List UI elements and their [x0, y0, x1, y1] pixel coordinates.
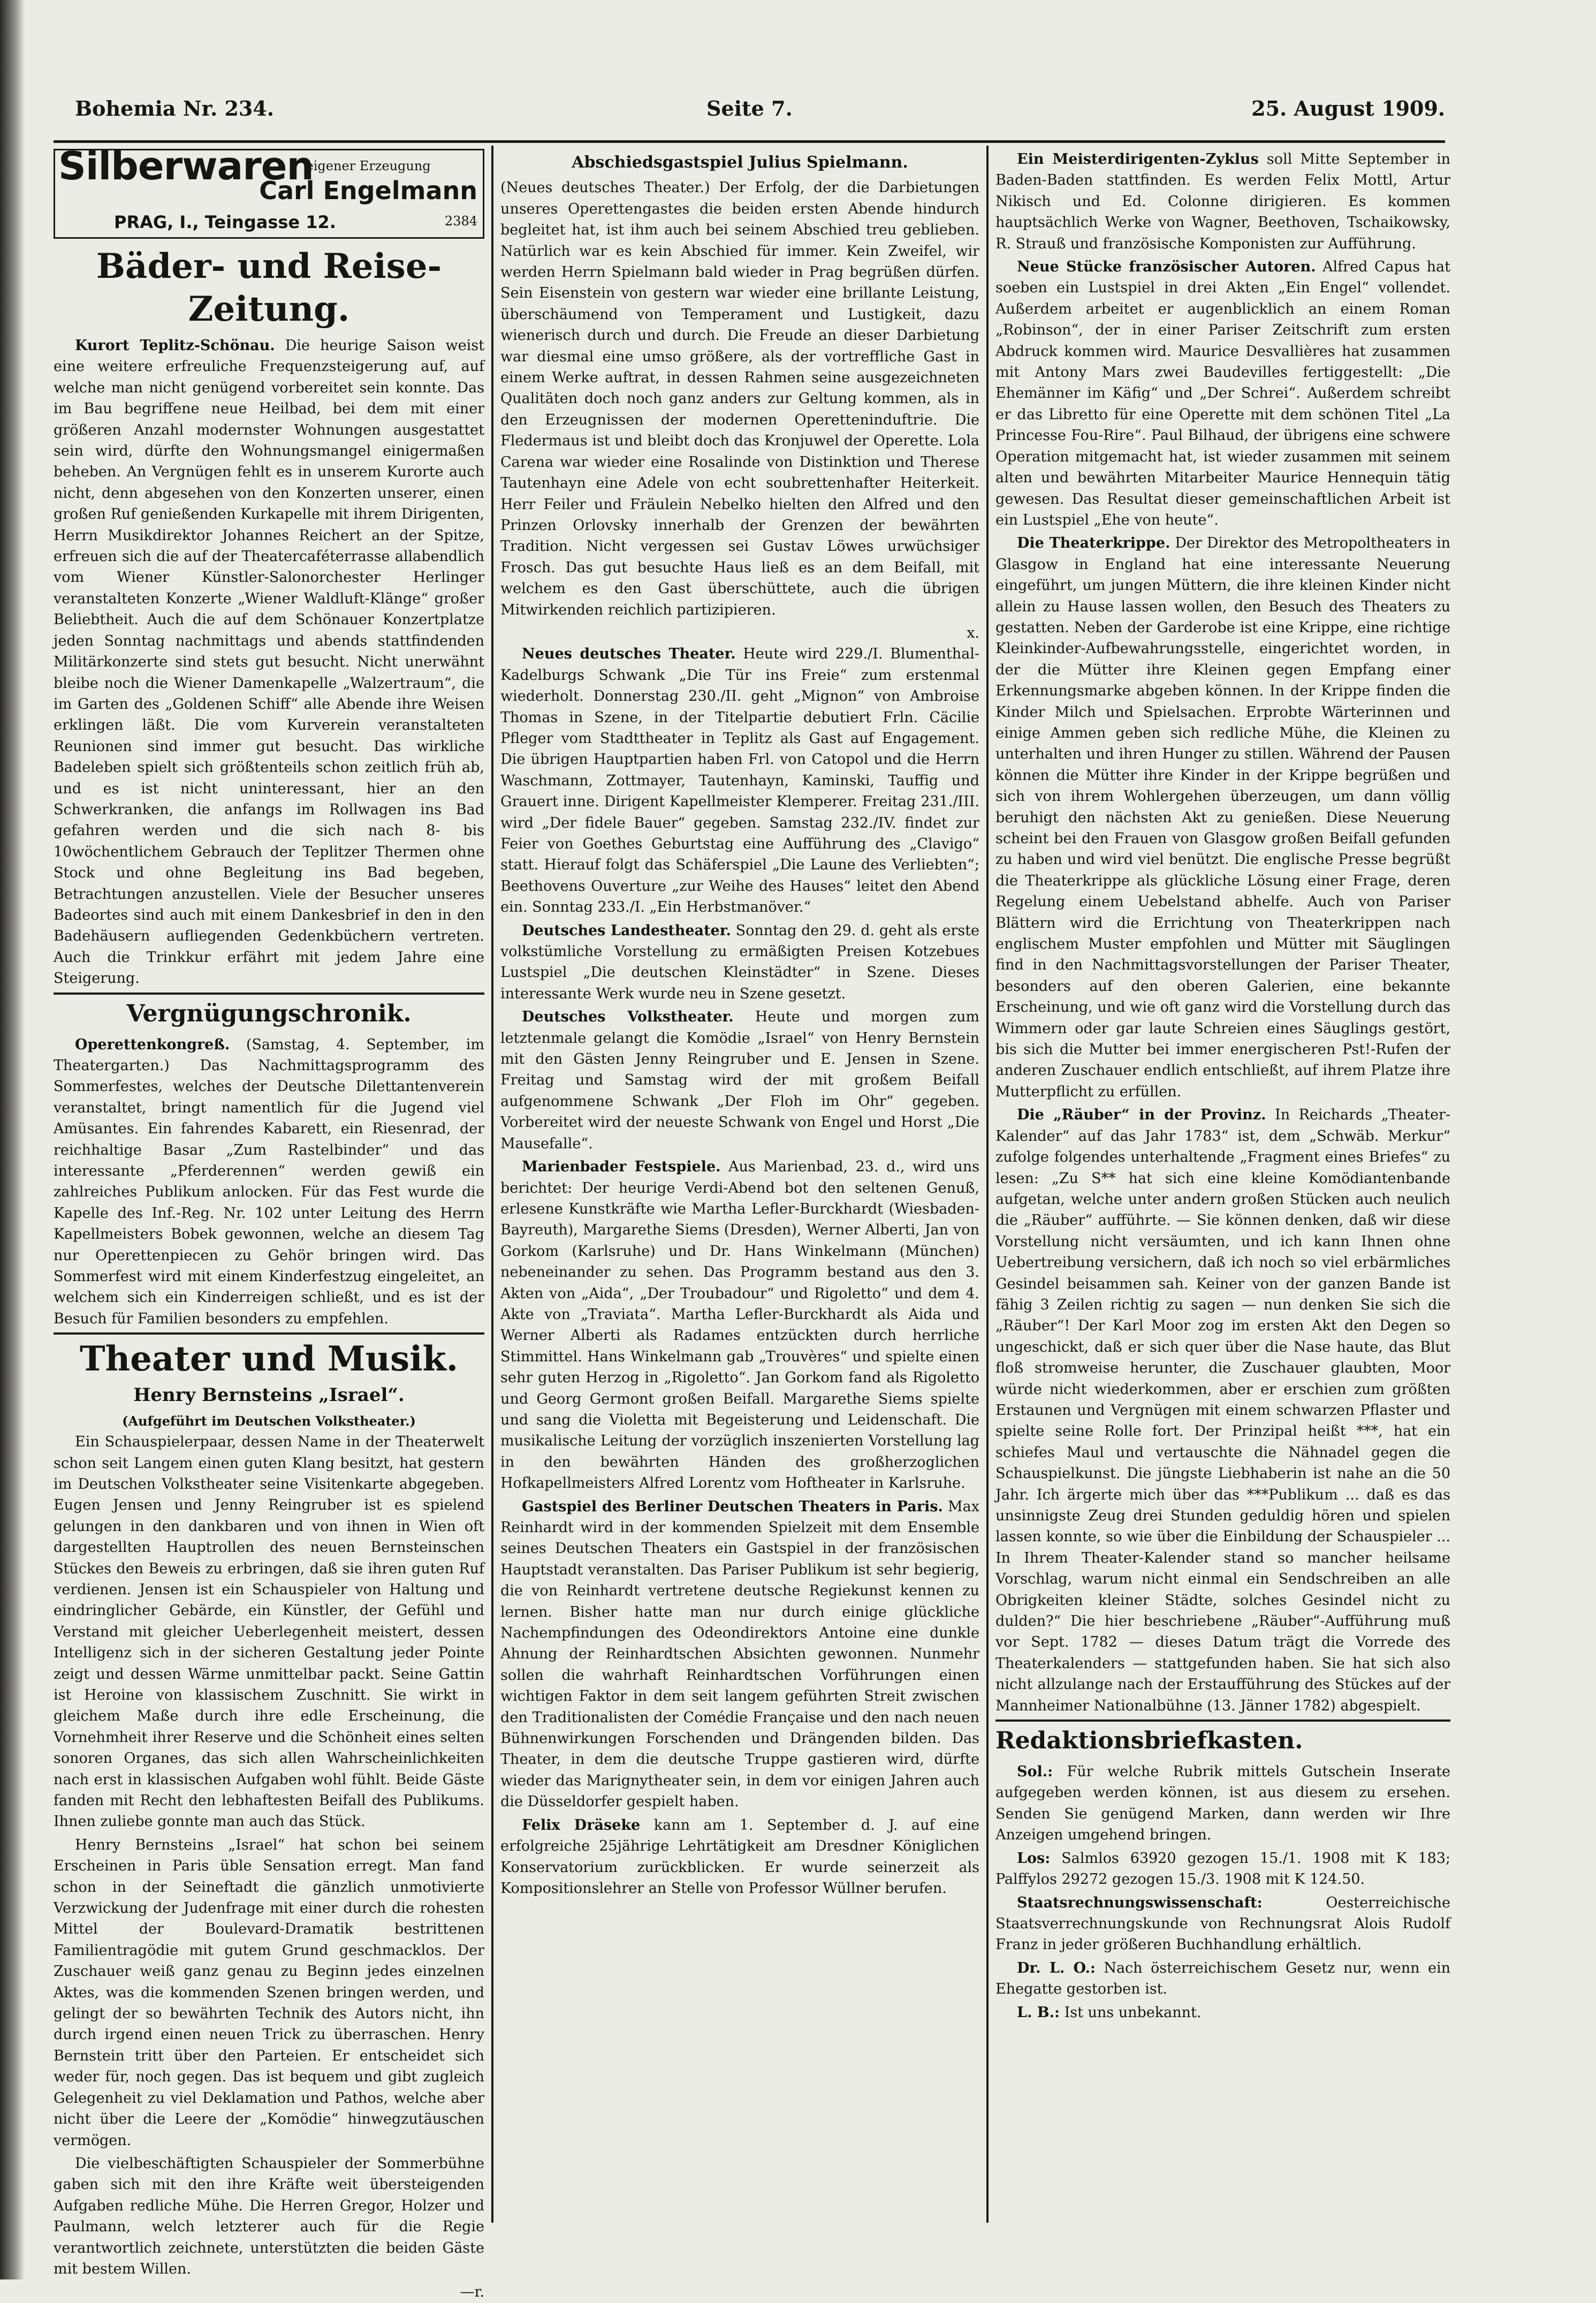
- column-rule-1: [491, 146, 493, 2223]
- article-draeseke-text: kann am 1. September d. J. auf eine erfolgreiche 25jährige Lehrtätigkeit am Dresdner Königlichen Konservatorium zurückblicken. Er wurde seinerzeit als Kompositionslehrer an Stelle von Professor Wüllner berufen.: [500, 1816, 979, 1897]
- article-landes-lead: Deutsches Landestheater.: [522, 922, 731, 939]
- brief-entry: [995, 1892, 1450, 1956]
- brief-entry-lead: Los:: [1017, 1850, 1051, 1867]
- issue-date: 25. August 1909.: [1251, 96, 1445, 120]
- article-krippe-text: Der Direktor des Metropoltheaters in Glasgow in England hat eine interessante Neuerung eingeführt, um jungen Müttern, die ihre kleinen Kinder nicht allein zu Hause lassen wollen, den Besuch des Theaters zu gestatten. Neben der Garderobe ist eine Krippe, eine richtige Kleinkinder-Aufbewahrungsstelle, eingerichtet worden, in der die Mütter ihre Kleinen gegen Empfang einer Erkennungsmarke abgeben können. In der Krippe finden die Kinder Milch und Spielsachen. Erprobte Wärterinnen und einige Ammen geben sich redliche Mühe, die Kleinen zu unterhalten und ihren Hunger zu stillen. Während der Pausen können die Mütter ihre Kinder in der Krippe begrüßen und sich von ihrem Wohlergehen überzeugen, um dann völlig beruhigt den nächsten Akt zu genießen. Diese Neuerung scheint bei den Frauen von Glasgow großen Beifall gefunden zu haben und wird viel benützt. Die englische Presse begrüßt die Theaterkrippe als glückliche Lösung einer Frage, deren Regelung einem Uebelstand abhelfe. Auch von Pariser Blättern wird die Errichtung von Theaterkrippen nach englischem Muster empfohlen und Mütter mit Säuglingen find in den Nachmittagsvorstellungen der Pariser Theater, besonders auf den oberen Galerien, eine bekannte Erscheinung, und wie oft ganz wird die Vorstellung durch das Wimmern oder gar laute Schreien eines Säuglings gestört, bis sich die Mutter bei immer energischeren Pst!-Rufen der anderen Zuschauer endlich entschließt, auf ihrem Platze ihre Mutterpflicht zu erfüllen.: [995, 535, 1451, 1100]
- article-neue-stuecke: [995, 256, 1450, 531]
- brief-entry-text: Nach österreichischem Gesetz nur, wenn ein Ehegatte gestorben ist.: [995, 1959, 1450, 1998]
- column-3: [995, 149, 1450, 2221]
- ad-maker: [259, 156, 477, 204]
- brief-entry: [995, 1848, 1450, 1890]
- article-landes-text: Sonntag den 29. d. geht als erste volkstümliche Vorstellung zu ermäßigten Preisen Kotzebues Lustspiel „Die deutschen Kleinstädter“ in Szene. Dieses interessante Werk wurde neu in Szene gesetzt.: [500, 922, 980, 1002]
- article-israel-paragraph: Henry Bernsteins „Israel“ hat schon bei seinem Erscheinen in Paris üble Sensation erregt. Man fand schon in der Seineftadt die gänzlich unmotivierte Verzwickung der Judenfrage mit einer durch die rohesten Mittel der Boulevard-Dramatik bestrittenen Familientragödie mit gutem Grund geschmacklos. Der Zuschauer weiß ganz genau zu Beginn jedes einzelnen Aktes, was die kommenden Szenen bringen werden, und gelingt der so bewährten Technik des Autors nicht, ihn durch irgend einen neuen Trick zu überraschen. Henry Bernstein tritt über den Parteien. Er entscheidet sich weder für, noch gegen. Das ist bequem und gibt zugleich Gelegenheit zu viel Deklamation und Pathos, welche aber nicht über die Leere der „Komödie“ hinwegzutäuschen vermögen.: [54, 1836, 484, 2149]
- article-raeuber-lead: Die „Räuber“ in der Provinz.: [1017, 1107, 1266, 1124]
- section-title-vergnuegung: Vergnügungschronik.: [126, 999, 412, 1027]
- column-1: [54, 143, 484, 2301]
- article-operetten: [54, 1034, 484, 1330]
- issue-number: Bohemia Nr. 234.: [75, 96, 275, 120]
- article-israel-paragraph: Ein Schauspielerpaar, dessen Name in der Theaterwelt schon seit Langem einen guten Klang besitzt, hat gestern im Deutschen Volkstheater seine Visitenkarte abgegeben. Eugen Jensen und Jenny Reingruber ist es spielend gelungen in den dankbaren und von ihnen in Wien oft dargestellten Hauptrollen des neuen Bernsteinschen Stückes den Beweis zu erbringen, daß sie ihren guten Ruf verdienen. Jensen ist ein Schauspieler von Haltung und eindringlicher Gebärde, ein Künstler, der Gefühl und Verstand mit gleicher Ueberlegenheit meistert, dessen Intelligenz sich in der sicheren Gestaltung jeder Pointe zeigt und dessen Wärme unmittelbar packt. Seine Gattin ist Heroine von klassischem Zuschnitt. Sie wirkt in gleichem Maße durch ihre edle Erscheinung, die Vornehmheit ihrer Reserve und die Schönheit eines selten sonoren Organes, das sich allen Wahrscheinlichkeiten nach erst in klassischen Aufgaben wohl fühlt. Beide Gäste fanden mit Recht den lebhaftesten Beifall des Publikums. Ihnen zuliebe gonnte man auch das Stück.: [54, 1434, 484, 1830]
- article-israel-title: Henry Bernsteins „Israel“.: [133, 1384, 405, 1406]
- brief-entry-text: Salmlos 63920 gezogen 15./1. 1908 mit K 183; Palffylos 29272 gezogen 15./3. 1908 mit K 124.50.: [995, 1850, 1450, 1888]
- article-theaterkrippe: [995, 533, 1450, 1102]
- article-marien-lead: Marienbader Festspiele.: [522, 1158, 721, 1176]
- article-zyklus: [995, 149, 1450, 254]
- section-title-baeder: Bäder- und Reise-Zeitung.: [96, 246, 442, 329]
- article-kurort-lead: Kurort Teplitz-Schönau.: [75, 337, 275, 354]
- article-spielmann-title: Abschiedsgastspiel Julius Spielmann.: [572, 153, 908, 172]
- brief-entry: [995, 1958, 1450, 2000]
- brief-entry-text: Ist uns unbekannt.: [1064, 2004, 1202, 2021]
- brief-entry-lead: L. B.:: [1017, 2004, 1060, 2021]
- brief-entry-lead: Dr. L. O.:: [1017, 1959, 1096, 1976]
- section-divider: [995, 1719, 1450, 1722]
- article-volks-text: Heute und morgen zum letztenmale gelangt die Komödie „Israel“ von Henry Bernstein mit den Gästen Jenny Reingruber und E. Jensen in Szene. Freitag und Samstag wird der mit großem Beifall aufgenommene Schwank „Der Floh im Ohr“ gegeben. Vorbereitet wird der neueste Schwank von Engel und Horst „Die Mausefalle“.: [500, 1009, 979, 1152]
- article-gastspiel-paris: [500, 1496, 979, 1813]
- brief-entry-text: Oesterreichische Staatsverrechnungskunde von Rechnungsrat Alois Rudolf Franz in jeder größeren Buchhandlung erhältlich.: [995, 1894, 1450, 1953]
- article-marien-text: Aus Marienbad, 23. d., wird uns berichtet: Der heurige Verdi-Abend bot den seltenen Genuß, erlesene Kunstkräfte wie Martha Lefler-Burckhardt (Wiesbaden-Bayreuth), Margarethe Siems (Dresden), Werner Alberti, Jan von Gorkom (Karlsruhe) und Dr. Hans Winkelmann (München) nebeneinander zu sehen. Das Programm bestand aus den 3. Akten von „Aida“, „Der Troubadour“ und Rigoletto“ und dem 4. Akte von „Traviata“. Martha Lefler-Burckhardt als Aida und Werner Alberti als Radames entzückten durch herrliche Stimmittel. Hans Winkelmann gab „Trouvères“ und spielte einen sehr guten Herzog in „Rigoletto“. Jan Gorkom fand als Rigoletto und Georg Germont großen Beifall. Margarethe Siems spielte und sang die Violetta mit Begeisterung und Leidenschaft. Die musikalische Leitung der vorzüglich inszenierten Vorstellung lag in den bewährten Händen des großherzoglichen Hofkapellmeisters Alfred Lorentz vom Hoftheater in Karlsruhe.: [500, 1158, 980, 1492]
- article-zyklus-lead: Ein Meisterdirigenten-Zyklus: [1017, 151, 1259, 168]
- article-israel-signature: —r.: [460, 2284, 484, 2301]
- article-volkstheater: [500, 1006, 979, 1154]
- brief-entry-text: Für welche Rubrik mittels Gutschein Inserate aufgegeben werden können, ist aus diesem zu ersehen. Senden Sie genügend Marken, dann werden wir Ihre Anzeigen umgehend bringen.: [995, 1763, 1450, 1844]
- page-header: [75, 96, 1445, 139]
- article-operetten-lead: Operettenkongreß.: [75, 1036, 230, 1053]
- brief-entry-lead: Sol.:: [1017, 1763, 1053, 1781]
- article-zyklus-text: soll Mitte September in Baden-Baden stattfinden. Es werden Felix Mottl, Artur Nikisch und Ed. Colonne dirigieren. Es kommen hauptsächlich Werke von Wagner, Beethoven, Tschaikowsky, R. Strauß und französische Komponisten zur Aufführung.: [995, 151, 1450, 252]
- article-kurort-text: Die heurige Saison weist eine weitere erfreuliche Frequenzsteigerung auf, auf welche man nicht genügend vorbereitet sein konnte. Das im Bau begriffene neue Heilbad, bei dem mit einer größeren Anzahl modernster Wohnungen ausgestattet sein wird, dürfte den Wohnungsmangel einigermaßen beheben. An Vergnügen fehlt es in unserem Kurorte auch nicht, denn abgesehen von den Konzerten unserer, einen großen Ruf genießenden Kurkapelle mit ihrem Dirigenten, Herrn Musikdirektor Johannes Reichert an der Spitze, erfreuen sich die auf der Theatercaféterrasse allabendlich vom Wiener Künstler-Salonorchester Herlinger veranstalteten Konzerte „Wiener Waldluft-Klänge“ großer Beliebtheit. Auch die auf dem Schönauer Konzertplatze jeden Sonntag nachmittags und abends stattfindenden Militärkonzerte sind stets gut besucht. Nicht unerwähnt bleibe noch die Wiener Damenkapelle „Walzertraum“, die im Garten des „Goldenen Schiff“ alle Abende ihre Weisen erklingen läßt. Die vom Kurverein veranstalteten Reunionen sind immer gut besucht. Das wirkliche Badeleben spielt sich größtenteils schon zeitlich früh ab, und es ist nicht uninteressant, hier an den Schwerkranken, die anfangs im Rollwagen ins Bad gefahren werden und die sich nach 8- bis 10wöchentlichem Gebrauch der Teplitzer Thermen ohne Stock und ohne Begleitung ins Bad begeben, Betrachtungen anzustellen. Viele der Besucher unseres Badeortes sind auch mit einem Dankesbrief in den in den Badehäusern aufliegenden Gedenkbüchern vertreten. Auch die Trinkkur erfährt mit jedem Jahre eine Steigerung.: [54, 337, 484, 987]
- article-spielmann-text: (Neues deutsches Theater.) Der Erfolg, der die Darbietungen unseres Operettengastes die beiden ersten Abende hindurch begleitet hat, ist ihm auch bei seinem Abschied treu geblieben. Natürlich war es kein Abschied für immer. Kein Zweifel, wir werden Herrn Spielmann bald wieder in Prag begrüßen dürfen. Sein Eisenstein von gestern war wieder eine brillante Leistung, überschäumend von Temperament und Lustigkeit, dazu wienerisch durch und durch. Die Freude an dieser Darbietung war diesmal eine umso größere, als der vortreffliche Gast in einem Werke auftrat, in dessen Rahmen seine ausgezeichneten Qualitäten doch noch ganz anders zur Geltung kommen, als in den Erzeugnissen der modernen Operetteninduftrie. Die Fledermaus ist und bleibt doch das Kronjuwel der Operette. Lola Carena war wieder eine Rosalinde von Distinktion und Therese Tautenhayn eine Adele von echt soubrettenhafter Heiterkeit. Herr Feiler und Fräulein Nebelko hielten den Alfred und den Prinzen Orlovsky innerhalb der Grenzen der bewährten Tradition. Nicht vergessen sei Gustav Löwes urwüchsiger Frosch. Das gut besuchte Haus ließ es an dem Beifall, mit welchem es den Gast überschüttete, auch die übrigen Mitwirkenden reichlich partizipieren.: [500, 179, 979, 618]
- brief-entry: [995, 1761, 1450, 1846]
- ad-maker-name: Carl Engelmann: [259, 176, 477, 206]
- silberwaren-advertisement: [54, 143, 484, 239]
- article-israel-paragraph: Die vielbeschäftigten Schauspieler der Sommerbühne gaben sich mit den ihre Kräfte weit übersteigenden Aufgaben redliche Mühe. Die Herren Gregor, Holzer und Paulmann, welch letzterer auch für die Regie verantwortlich zeichnete, unterstützten die beiden Gäste mit bestem Willen.: [54, 2155, 484, 2277]
- article-volks-lead: Deutsches Volkstheater.: [522, 1009, 734, 1026]
- section-divider: [54, 1332, 484, 1335]
- article-spielmann-signature: x.: [967, 624, 979, 641]
- article-marienbad: [500, 1156, 979, 1494]
- article-landestheater: [500, 920, 979, 1005]
- ad-number: 2384: [444, 213, 477, 229]
- header-rule: [54, 140, 1445, 143]
- section-divider: [54, 993, 484, 995]
- article-raeuber-text: In Reichards „Theater-Kalender“ auf das Jahr 1783“ ist, dem „Schwäb. Merkur“ zufolge folgendes unterhaltende „Fragment eines Briefes“ zu lesen: „Zu S** hat sich eine kleine Komödiantenbande aufgetan, welche unter andern großen Stücken auch neulich die „Räuber“ aufführte. — Sie können denken, daß wir diese Vorstellung nicht versäumten, und ich kann Ihnen ohne Uebertreibung versichern, daß ich noch so viel erbärmliches Gesindel beisammen sah. Keiner von der ganzen Bande ist fähig 3 Zeilen richtig zu sagen — nun denken Sie sich die „Räuber“! Der Karl Moor zog im ersten Akt den Degen so ungeschickt, daß er sich quer über die Nase haute, das Blut floß stromweise herunter, die Zuschauer glaubten, Moor würde nicht wiederkommen, aber er erschien zum größten Erstaunen und Vergnügen mit einem schwarzen Pflaster und spielte seine Rolle fort. Der Prinzipal heißt ***, hat ein schiefes Maul und vertauschte die Nähnadel gegen die Schauspielkunst. Die jüngste Liebhaberin ist nahe an die 50 Jahr. Ich ärgerte mich über das ***Publikum ... daß es das unsinnigste Zeug drei Stunden geduldig hören und spielen lassen konnte, so wie über die Einbildung der Schauspieler ... In Ihrem Theater-Kalender stand so mancher heilsame Vorschlag, warum nicht einmal ein Sendschreiben an alle Obrigkeiten kleiner Städte, solches Gesindel nicht zu dulden?“ Die hier beschriebene „Räuber“-Aufführung muß vor Sept. 1782 — dieses Datum trägt die Vorrede des Theaterkalenders — stattgefunden haben. Sie hat sich also nicht allzulange nach der Erstaufführung des Stückes auf der Mannheimer Nationalbühne (13. Jänner 1782) abgespielt.: [995, 1107, 1450, 1714]
- article-neues-text: Heute wird 229./I. Blumenthal-Kadelburgs Schwank „Die Tür ins Freie“ zum erstenmal wiederholt. Donnerstag 230./II. geht „Mignon“ von Ambroise Thomas in Szene, in der Titelpartie debutiert Frln. Cäcilie Pfleger vom Stadttheater in Teplitz als Gast auf Engagement. Die übrigen Hauptpartien haben Frl. von Catopol und die Herrn Waschmann, Zottmayer, Tautenhayn, Kaminski, Tauffig und Grauert inne. Dirigent Kapellmeister Klemperer. Freitag 231./III. wird „Der fidele Bauer“ gegeben. Samstag 232./IV. findet zur Feier von Goethes Geburtstag eine Aufführung des „Clavigo“ statt. Hierauf folgt das Schäferspiel „Die Laune des Verliebten“; Beethovens Ouverture „zur Weihe des Hauses“ leitet den Abend ein. Sonntag 233./I. „Ein Herbstmanöver.“: [500, 646, 979, 916]
- article-draeseke: [500, 1815, 979, 1899]
- column-2: [500, 149, 979, 2221]
- brief-entry-lead: Staatsrechnungswissenschaft:: [1017, 1894, 1263, 1911]
- ad-brand: Silberwaren: [58, 143, 314, 188]
- article-krippe-lead: Die Theaterkrippe.: [1017, 535, 1171, 552]
- section-title-briefkasten: Redaktionsbriefkasten.: [995, 1727, 1303, 1755]
- article-raeuber: [995, 1104, 1450, 1716]
- article-draeseke-lead: Felix Dräseke: [522, 1816, 641, 1834]
- section-title-theater: Theater und Musik.: [79, 1339, 459, 1380]
- ad-address: PRAG, I., Teingasse 12.: [114, 211, 336, 232]
- article-gast-lead: Gastspiel des Berliner Deutschen Theaters in Paris.: [522, 1498, 943, 1515]
- article-kurort: [54, 335, 484, 989]
- article-gast-text: Max Reinhardt wird in der kommenden Spielzeit mit dem Ensemble seines Deutschen Theaters ein Gastspiel in der französischen Hauptstadt veranstalten. Das Pariser Publikum ist sehr begierig, die von Reinhardt vertretene deutsche Regiekunst kennen zu lernen. Bisher hatte man nur durch einige glückliche Nachempfindungen des Odeondirektors Antoine eine dunkle Ahnung der Reinhardtschen Absichten gewonnen. Nunmehr sollen die wahrhaft Reinhardtschen Vorführungen einen wichtigen Faktor in dem seit langem geführten Streit zwischen den Traditionalisten der Comédie Française und den nach neuen Bühnenwirkungen Forschenden und Drängenden bilden. Das Theater, in dem die deutsche Truppe gastieren wird, dürfte wieder das Marignytheater sein, in dem vor einigen Jahren auch die Düsseldorfer gespielt haben.: [500, 1498, 979, 1810]
- article-neues-lead: Neues deutsches Theater.: [522, 646, 736, 663]
- article-operetten-text: (Samstag, 4. September, im Theatergarten.) Das Nachmittagsprogramm des Sommerfestes, welches der Deutsche Dilettantenverein veranstaltet, bringt namentlich für die Jugend viel Amüsantes. Ein fahrendes Kabarett, ein Riesenrad, der reichhaltige Basar „Zum Rastelbinder“ und das interessante „Pferderennen“ werden gewiß ein zahlreiches Publikum anlocken. Für das Fest wurde die Kapelle des Inf.-Reg. Nr. 102 unter Leitung des Herrn Kapellmeisters Bobek gewonnen, welche an diesem Tag nur Operettenpiecen zu Gehör bringen wird. Das Sommerfest wird mit einem Kinderfestzug eingeleitet, an welchem sich ein Kinderreigen schließt, und es ist der Besuch für Familien besonders zu empfehlen.: [54, 1036, 484, 1327]
- page-binding-shadow: [0, 0, 25, 2279]
- article-neue-text: Alfred Capus hat soeben ein Lustspiel in drei Akten „Ein Engel“ vollendet. Außerdem arbeitet er augenblicklich an einem Roman „Robinson“, der in einer Pariser Zeitschrift zum ersten Abdruck kommen wird. Maurice Desvallières hat zusammen mit Antony Mars zwei Baudevilles fertiggestellt: „Die Ehemänner im Käfig“ und „Der Schrei“. Außerdem schreibt er das Libretto für eine Operette mit dem schönen Titel „La Princesse Fou-Rire“. Paul Bilhaud, der übrigens eine schwere Operation mitgemacht hat, ist wieder zusammen mit seinem alten und bewährten Mitarbeiter Maurice Hennequin tätig gewesen. Das Resultat dieser gemeinschaftlichen Arbeit ist ein Lustspiel „Ehe von heute“.: [995, 259, 1450, 528]
- article-israel-subtitle: (Aufgeführt im Deutschen Volkstheater.): [122, 1413, 416, 1429]
- page-number: Seite 7.: [706, 96, 793, 120]
- ad-maker-note: eigener Erzeugung: [306, 158, 431, 173]
- article-neue-lead: Neue Stücke französischer Autoren.: [1017, 259, 1316, 276]
- brief-entry: [995, 2002, 1450, 2023]
- column-rule-2: [986, 146, 989, 2223]
- article-neues-theater: [500, 643, 979, 918]
